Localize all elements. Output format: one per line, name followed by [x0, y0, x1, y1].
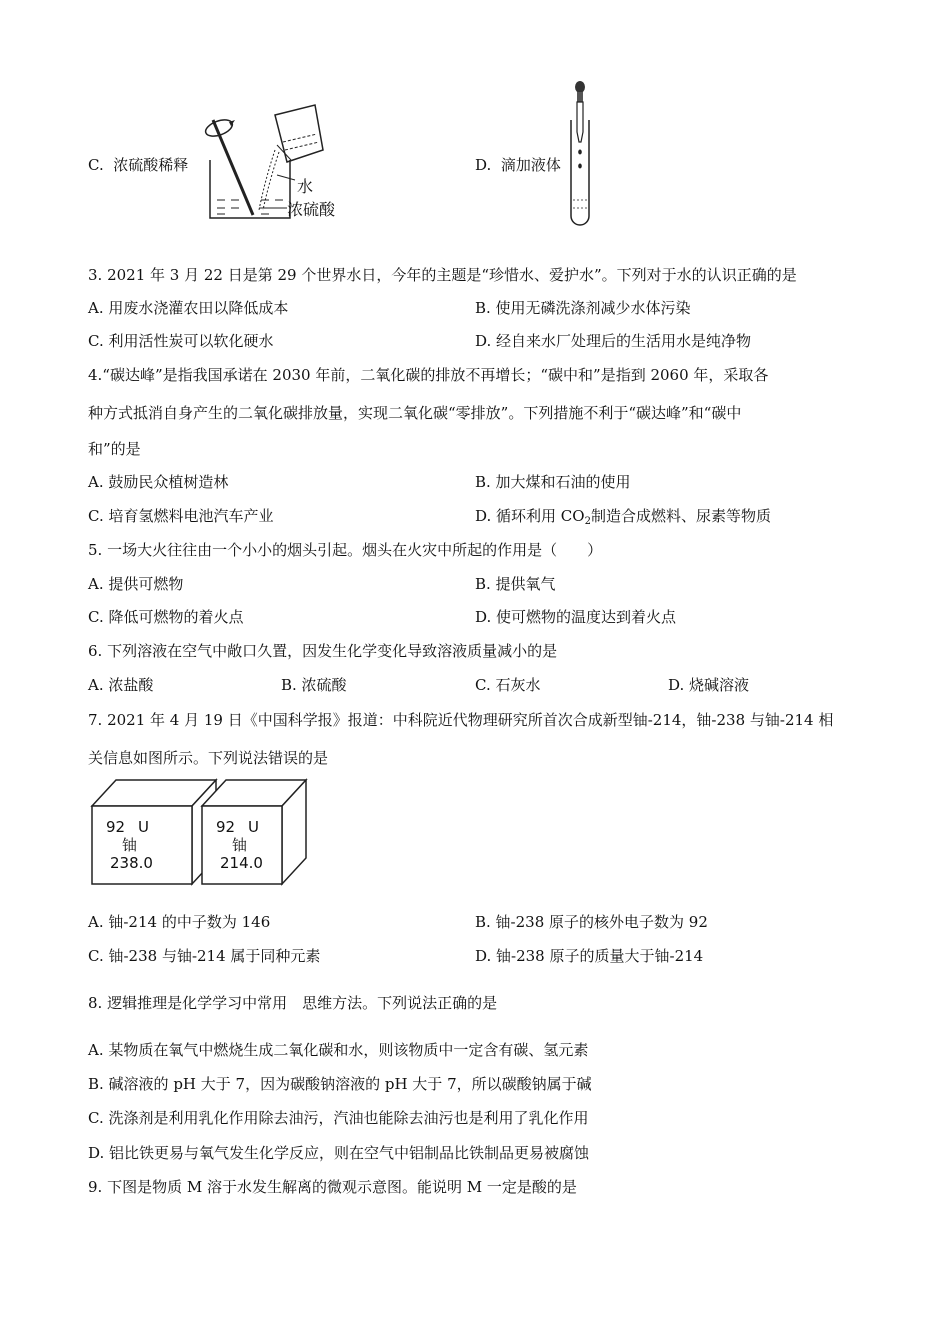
element-number: 92: [216, 818, 236, 836]
q4-option-b[interactable]: B. 加大煤和石油的使用: [475, 473, 631, 491]
q5-option-a[interactable]: A. 提供可燃物: [88, 575, 184, 593]
q6-option-b[interactable]: B. 浓硫酸: [281, 676, 347, 694]
q6-option-d[interactable]: D. 烧碱溶液: [668, 676, 750, 694]
q3-stem: 3. 2021 年 3 月 22 日是第 29 个世界水日，今年的主题是“珍惜水、爱护水”。下列对于水的认识正确的是: [88, 266, 797, 284]
element-name: 铀: [232, 836, 248, 854]
q8-option-a[interactable]: A. 某物质在氧气中燃烧生成二氧化碳和水，则该物质中一定含有碳、氢元素: [88, 1041, 589, 1059]
subscript: 2: [584, 516, 591, 527]
q4-stem-line-3: 和”的是: [88, 440, 141, 458]
q4-option-a[interactable]: A. 鼓励民众植树造林: [88, 473, 229, 491]
q7-option-b[interactable]: B. 铀-238 原子的核外电子数为 92: [475, 913, 708, 931]
option-text: D. 循环利用 CO: [475, 507, 585, 525]
q8-option-d[interactable]: D. 铝比铁更易与氧气发生化学反应，则在空气中铝制品比铁制品更易被腐蚀: [88, 1144, 590, 1162]
element-mass: 238.0: [110, 854, 153, 872]
q2-option-d[interactable]: [475, 155, 561, 175]
q3-option-a[interactable]: A. 用废水浇灌农田以降低成本: [88, 299, 289, 317]
q8-stem: 8. 逻辑推理是化学学习中常用 思维方法。下列说法正确的是: [88, 994, 498, 1012]
element-symbol: U: [248, 818, 259, 836]
figure-label-water: 水: [297, 177, 314, 196]
q9-stem: 9. 下图是物质 M 溶于水发生解离的微观示意图。能说明 M 一定是酸的是: [88, 1178, 577, 1196]
q6-option-c[interactable]: C. 石灰水: [475, 676, 541, 694]
option-text: 制造合成燃料、尿素等物质: [590, 507, 771, 525]
q3-option-b[interactable]: B. 使用无磷洗涤剂减少水体污染: [475, 299, 691, 317]
option-label: D.: [475, 156, 492, 174]
q5-option-c[interactable]: C. 降低可燃物的着火点: [88, 608, 244, 626]
option-text: 滴加液体: [500, 156, 561, 174]
figure-label-acid: 浓硫酸: [287, 200, 336, 219]
q5-stem: 5. 一场大火往往由一个小小的烟头引起。烟头在火灾中所起的作用是（ ）: [88, 541, 603, 559]
q4-option-d[interactable]: [475, 506, 771, 526]
q4-stem-line-2: 种方式抵消自身产生的二氧化碳排放量，实现二氧化碳“零排放”。下列措施不利于“碳达峰”和“碳中: [88, 404, 742, 422]
dropper-test-tube-figure: [565, 80, 595, 230]
q7-option-c[interactable]: C. 铀-238 与铀-214 属于同种元素: [88, 947, 321, 965]
q7-option-a[interactable]: A. 铀-214 的中子数为 146: [88, 913, 271, 931]
option-label: C.: [88, 156, 104, 174]
q6-option-a[interactable]: A. 浓盐酸: [88, 676, 154, 694]
q7-stem-line-1: 7. 2021 年 4 月 19 日《中国科学报》报道：中科院近代物理研究所首次合成新型铀-214，铀-238 与铀-214 相: [88, 711, 834, 729]
q5-option-d[interactable]: D. 使可燃物的温度达到着火点: [475, 608, 677, 626]
q8-option-b[interactable]: B. 碱溶液的 pH 大于 7，因为碳酸钠溶液的 pH 大于 7，所以碳酸钠属于碱: [88, 1075, 592, 1093]
q2-option-c[interactable]: [88, 155, 188, 175]
q5-option-b[interactable]: B. 提供氧气: [475, 575, 556, 593]
q7-stem-line-2: 关信息如图所示。下列说法错误的是: [88, 749, 329, 767]
q3-option-d[interactable]: D. 经自来水厂处理后的生活用水是纯净物: [475, 332, 752, 350]
q3-option-c[interactable]: C. 利用活性炭可以软化硬水: [88, 332, 274, 350]
q4-stem-line-1: 4.“碳达峰”是指我国承诺在 2030 年前，二氧化碳的排放不再增长；“碳中和”是指到 2060 年，采取各: [88, 366, 769, 384]
option-text: 浓硫酸稀释: [113, 156, 189, 174]
q6-stem: 6. 下列溶液在空气中敞口久置，因发生化学变化导致溶液质量减小的是: [88, 642, 558, 660]
q7-option-d[interactable]: D. 铀-238 原子的质量大于铀-214: [475, 947, 704, 965]
element-symbol: U: [138, 818, 149, 836]
q4-option-c[interactable]: C. 培育氢燃料电池汽车产业: [88, 507, 274, 525]
element-number: 92: [106, 818, 126, 836]
element-mass: 214.0: [220, 854, 263, 872]
element-name: 铀: [122, 836, 138, 854]
q8-option-c[interactable]: C. 洗涤剂是利用乳化作用除去油污，汽油也能除去油污也是利用了乳化作用: [88, 1109, 589, 1127]
